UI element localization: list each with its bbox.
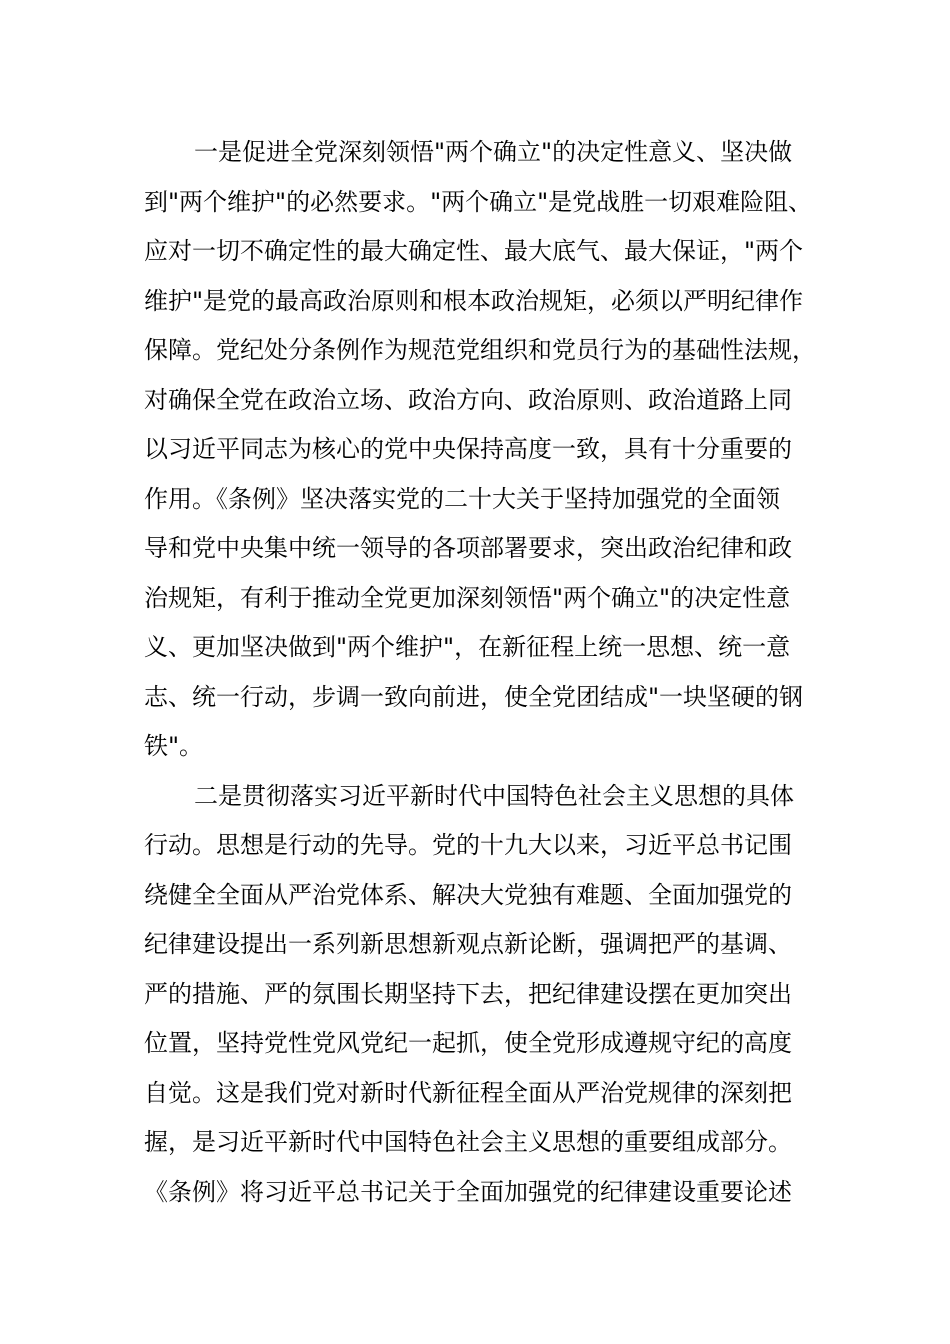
text-line: 自觉。这是我们党对新时代新征程全面从严治党规律的深刻把 (144, 1078, 792, 1107)
paragraph-1 (144, 128, 814, 772)
paragraph-2 (144, 772, 814, 1218)
text-line: 铁"。 (144, 732, 204, 760)
text-line: 志、统一行动，步调一致向前进，使全党团结成"一块坚硬的钢 (144, 682, 804, 711)
text-line: 以习近平同志为核心的党中央保持高度一致，具有十分重要的 (144, 435, 792, 463)
text-line: 保障。党纪处分条例作为规范党组织和党员行为的基础性法规， (144, 336, 816, 364)
text-line: 纪律建设提出一系列新思想新观点新论断，强调把严的基调、 (144, 930, 792, 958)
text-line: 治规矩，有利于推动全党更加深刻领悟"两个确立"的决定性意 (144, 583, 791, 612)
document-body (144, 128, 814, 1217)
text-line: 行动。思想是行动的先导。党的十九大以来，习近平总书记围 (144, 831, 792, 859)
text-line: 维护"是党的最高政治原则和根本政治规矩，必须以严明纪律作 (144, 286, 804, 315)
text-line: 对确保全党在政治立场、政治方向、政治原则、政治道路上同 (144, 385, 792, 414)
text-line: 导和党中央集中统一领导的各项部署要求，突出政治纪律和政 (144, 534, 792, 562)
text-line: 《条例》将习近平总书记关于全面加强党的纪律建设重要论述 (144, 1177, 792, 1206)
text-line: 二是贯彻落实习近平新时代中国特色社会主义思想的具体 (194, 781, 794, 810)
text-line: 应对一切不确定性的最大确定性、最大底气、最大保证，"两个 (144, 237, 804, 265)
text-line: 位置，坚持党性党风党纪一起抓，使全党形成遵规守纪的高度 (144, 1029, 792, 1057)
text-line: 到"两个维护"的必然要求。"两个确立"是党战胜一切艰难险阻、 (144, 187, 813, 216)
text-line: 握，是习近平新时代中国特色社会主义思想的重要组成部分。 (144, 1128, 792, 1156)
text-line: 一是促进全党深刻领悟"两个确立"的决定性意义、坚决做 (194, 138, 793, 166)
text-line: 严的措施、严的氛围长期坚持下去，把纪律建设摆在更加突出 (144, 979, 792, 1008)
text-line: 绕健全全面从严治党体系、解决大党独有难题、全面加强党的 (144, 880, 792, 909)
text-line: 作用。《条例》坚决落实党的二十大关于坚持加强党的全面领 (144, 484, 780, 513)
text-line: 义、更加坚决做到"两个维护"，在新征程上统一思想、统一意 (144, 633, 791, 661)
